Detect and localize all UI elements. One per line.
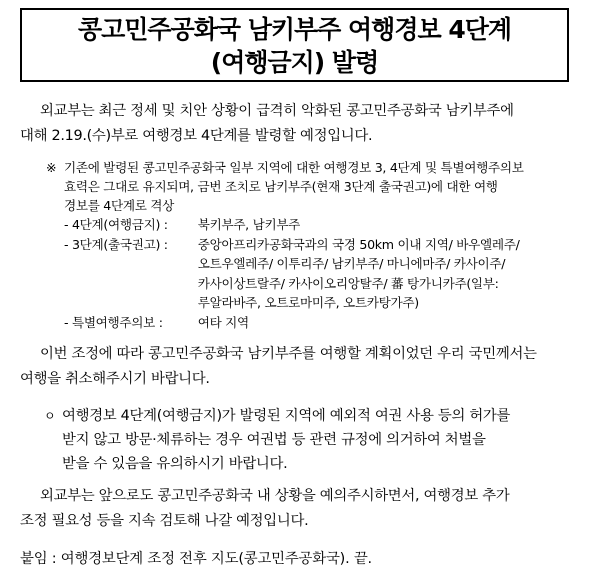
level-label: - 3단계(출국권고) : bbox=[64, 236, 168, 252]
warning-line-1: 여행경보 4단계(여행금지)가 발령된 지역에 예외적 여권 사용 등의 허가를 bbox=[62, 408, 511, 424]
intro-line-2: 대해 2.19.(수)부로 여행경보 4단계를 발령할 예정입니다. bbox=[20, 128, 373, 144]
level-value: 루알라바주, 오트로마미주, 오트카탕가주) bbox=[197, 295, 419, 310]
level-item-3 bbox=[64, 235, 520, 313]
title-line-2: (여행금지) 발령 bbox=[210, 48, 379, 77]
level-item-special bbox=[64, 313, 520, 333]
level-value: 여타 지역 bbox=[197, 314, 249, 330]
request-line-2: 여행을 취소해주시기 바랍니다. bbox=[20, 371, 210, 387]
warning-line-3: 받을 수 있음을 유의하시기 바랍니다. bbox=[62, 456, 288, 472]
request-line-1: 이번 조정에 따라 콩고민주공화국 남키부주를 여행할 계획이었던 우리 국민께서는 bbox=[40, 346, 537, 362]
closing-line-1: 외교부는 앞으로도 콩고민주공화국 내 상황을 예의주시하면서, 여행경보 추가 bbox=[40, 488, 510, 504]
reference-mark-icon: ※ bbox=[46, 160, 57, 175]
intro-line-1: 외교부는 최근 정세 및 치안 상황이 급격히 악화된 콩고민주공화국 남키부주에 bbox=[40, 103, 514, 119]
note-line-2: 효력은 그대로 유지되며, 금번 조치로 남키부주(현재 3단계 출국권고)에 대한 여행 bbox=[64, 179, 498, 194]
attachment-note: 붙임 : 여행경보단계 조정 전후 지도(콩고민주공화국). 끝. bbox=[20, 551, 372, 567]
note-block bbox=[46, 158, 576, 215]
title-box bbox=[20, 8, 569, 82]
level-label: - 4단계(여행금지) : bbox=[64, 217, 168, 232]
level-value: 오트우엘레주/ 이투리주/ 남키부주/ 마니에마주/ 카사이주/ bbox=[197, 256, 506, 271]
level-value: 북키부주, 남키부주 bbox=[197, 217, 301, 232]
note-line-3: 경보를 4단계로 격상 bbox=[64, 198, 175, 213]
bullet-icon: ㅇ bbox=[44, 409, 56, 423]
closing-line-2: 조정 필요성 등을 지속 검토해 나갈 예정입니다. bbox=[20, 513, 309, 529]
intro-paragraph bbox=[20, 99, 575, 149]
warning-line-2: 받지 않고 방문·체류하는 경우 여권법 등 관련 규정에 의거하여 처벌을 bbox=[62, 432, 486, 448]
level-value: 카사이상트랄주/ 카사이오리앙탈주/ 蕃 탕가니카주(일부: bbox=[197, 275, 499, 291]
alert-level-list bbox=[64, 215, 520, 332]
closing-paragraph bbox=[20, 484, 575, 534]
title-line-1: 콩고민주공화국 남키부주 여행경보 4단계 bbox=[77, 15, 512, 44]
note-line-1: 기존에 발령된 콩고민주공화국 일부 지역에 대한 여행경보 3, 4단계 및 특별여행주의보 bbox=[64, 160, 524, 175]
warning-block bbox=[44, 404, 574, 476]
level-item-4 bbox=[64, 215, 520, 235]
level-value: 중앙아프리카공화국과의 국경 50km 이내 지역/ 바우엘레주/ bbox=[197, 236, 520, 252]
request-paragraph bbox=[20, 342, 575, 392]
level-label: - 특별여행주의보 : bbox=[64, 314, 163, 330]
